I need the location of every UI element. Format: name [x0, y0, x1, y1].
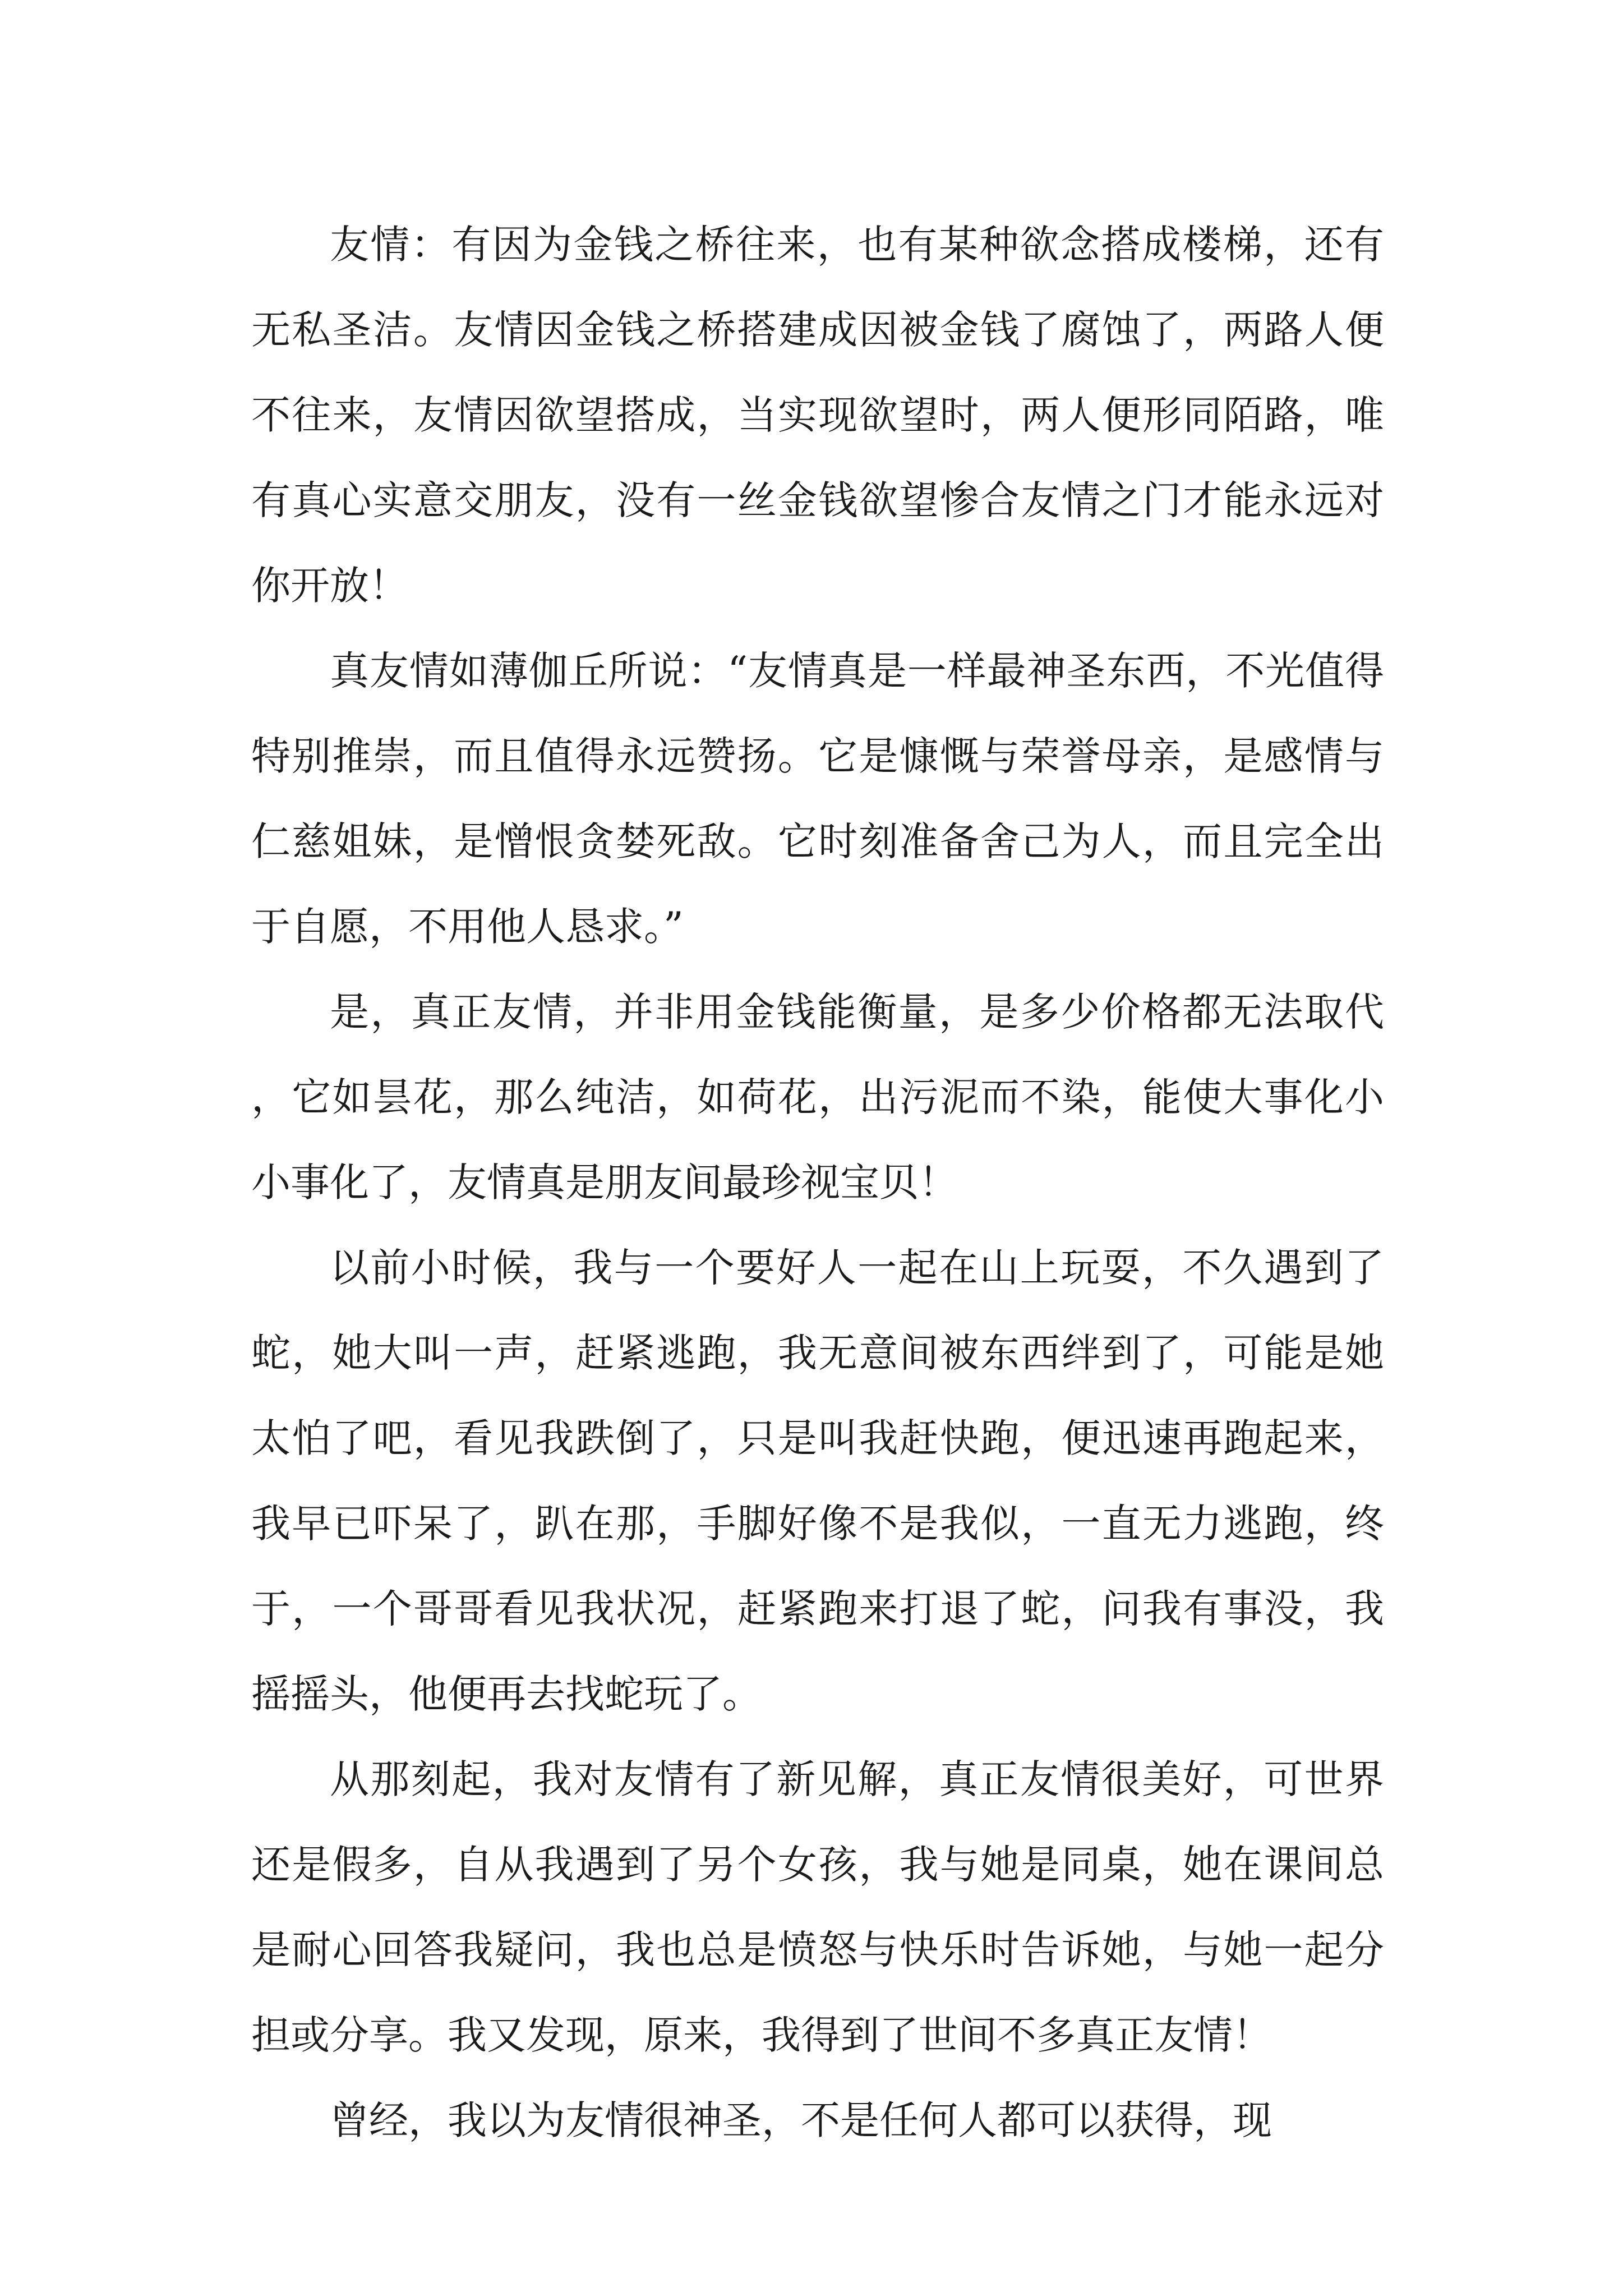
- paragraph-5: 从那刻起，我对友情有了新见解，真正友情很美好，可世界还是假多，自从我遇到了另个女孩，我与她是同桌，她在课间总是耐心回答我疑问，我也总是愤怒与快乐时告诉她，与她一起分担或分享。我又发现，原来，我得到了世间不多真正友情！: [251, 1756, 1384, 2058]
- paragraph-3: 是，真正友情，并非用金钱能衡量，是多少价格都无法取代，它如昙花，那么纯洁，如荷花，出污泥而不染，能使大事化小小事化了，友情真是朋友间最珍视宝贝！: [251, 989, 1384, 1205]
- document-body: [251, 202, 1384, 2163]
- paragraph-4: 以前小时候，我与一个要好人一起在山上玩耍，不久遇到了蛇，她大叫一声，赶紧逃跑，我无意间被东西绊到了，可能是她太怕了吧，看见我跌倒了，只是叫我赶快跑，便迅速再跑起来，我早已吓呆了，趴在那，手脚好像不是我似，一直无力逃跑，终于，一个哥哥看见我状况，赶紧跑来打退了蛇，问我有事没，我摇摇头，他便再去找蛇玩了。: [251, 1245, 1384, 1717]
- paragraph-2: 真友情如薄伽丘所说：“友情真是一样最神圣东西，不光值得特别推崇，而且值得永远赞扬。它是慷慨与荣誉母亲，是感情与仁慈姐妹，是憎恨贪婪死敌。它时刻准备舍己为人，而且完全出于自愿，不用他人恳求。”: [251, 648, 1384, 950]
- paragraph-6: 曾经，我以为友情很神圣，不是任何人都可以获得，现: [330, 2097, 1272, 2143]
- paragraph-1: 友情：有因为金钱之桥往来，也有某种欲念搭成楼梯，还有无私圣洁。友情因金钱之桥搭建成因被金钱了腐蚀了，两路人便不往来，友情因欲望搭成，当实现欲望时，两人便形同陌路，唯有真心实意交朋友，没有一丝金钱欲望惨合友情之门才能永远对你开放！: [251, 222, 1384, 609]
